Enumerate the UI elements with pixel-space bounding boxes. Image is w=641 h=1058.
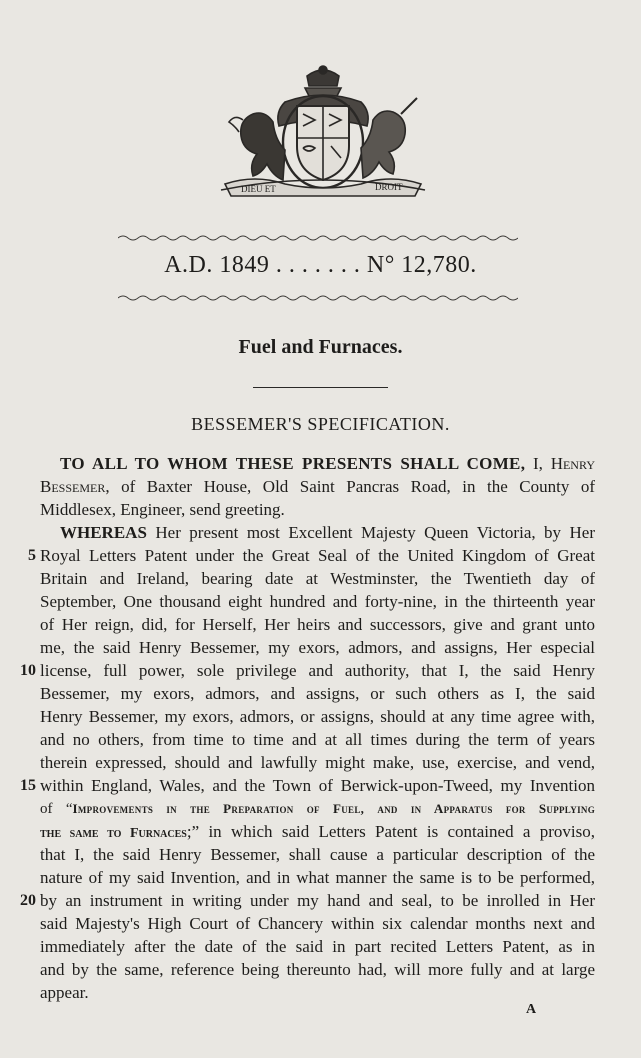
patent-number: N° 12,780. — [366, 252, 477, 278]
body-line-21: said Majesty's High Court of Chancery within six calendar months next and — [40, 914, 595, 933]
body-line-22: immediately after the date of the said in part recited Letters Patent, as in — [40, 937, 595, 956]
body-line-20: by an instrument in writing under my hand and seal, to be inrolled in Her — [40, 891, 595, 910]
decorative-wavy-rule-top — [118, 234, 518, 242]
decorative-wavy-rule-bottom — [118, 294, 518, 302]
header-leader-dots: . . . . . . . — [275, 252, 361, 278]
line-number-5: 5 — [28, 547, 36, 564]
divider-rule — [253, 387, 388, 388]
line-number-15: 15 — [20, 777, 36, 794]
motto-right: DROIT — [375, 182, 403, 192]
body-line-18: that I, the said Henry Bessemer, shall cause a particular description of the — [40, 845, 595, 864]
line-number-20: 20 — [20, 892, 36, 909]
body-line-12: Henry Bessemer, my exors, admors, or assigns, should at any time agree with, — [40, 707, 595, 726]
motto-left: DIEU ET — [241, 184, 276, 194]
signature-mark: A — [526, 1002, 537, 1017]
body-line-4: WHEREAS Her present most Excellent Majesty Queen Victoria, by Her — [60, 523, 595, 542]
body-line-9: me, the said Henry Bessemer, my exors, admors, and assigns, Her especial — [40, 638, 595, 657]
line-number-10: 10 — [20, 662, 36, 679]
body-line-24: appear. — [40, 983, 89, 1002]
body-line-17: the same to Furnaces;” in which said Letters Patent is contained a proviso, — [40, 822, 595, 841]
royal-coat-of-arms-icon — [215, 62, 431, 200]
body-line-14: therein expressed, should and lawfully might make, use, exercise, and vend, — [40, 753, 595, 772]
body-line-1: TO ALL TO WHOM THESE PRESENTS SHALL COME, I, Henry — [60, 454, 595, 473]
specification-title: BESSEMER'S SPECIFICATION. — [191, 414, 450, 434]
body-line-7: September, One thousand eight hundred and forty-nine, in the thirteenth year — [40, 592, 595, 611]
patent-header — [0, 252, 641, 279]
body-line-15: within England, Wales, and the Town of Berwick-upon-Tweed, my Invention — [40, 776, 595, 795]
body-line-8: of Her reign, did, for Herself, Her heirs and successors, give and grant unto — [40, 615, 595, 634]
body-line-3: Middlesex, Engineer, send greeting. — [40, 500, 285, 519]
body-line-19: nature of my said Invention, and in what manner the same is to be performed, — [40, 868, 595, 887]
body-line-10: license, full power, sole privilege and authority, that I, the said Henry — [40, 661, 595, 680]
body-line-6: Britain and Ireland, bearing date at Westminster, the Twentieth day of — [40, 569, 595, 588]
body-line-5: Royal Letters Patent under the Great Seal of the United Kingdom of Great — [40, 546, 595, 565]
subject-heading: Fuel and Furnaces. — [238, 336, 403, 358]
body-line-13: and no others, from time to time and at all times during the term of years — [40, 730, 595, 749]
body-line-2: Bessemer, of Baxter House, Old Saint Pancras Road, in the County of — [40, 477, 595, 496]
patent-year: A.D. 1849 — [164, 252, 270, 278]
body-line-23: and by the same, reference being thereunto had, will more fully and at large — [40, 960, 595, 979]
body-line-11: Bessemer, my exors, admors, and assigns, or such others as I, the said — [40, 684, 595, 703]
body-line-16: of “Improvements in the Preparation of Fuel, and in Apparatus for Supplying — [40, 801, 595, 817]
